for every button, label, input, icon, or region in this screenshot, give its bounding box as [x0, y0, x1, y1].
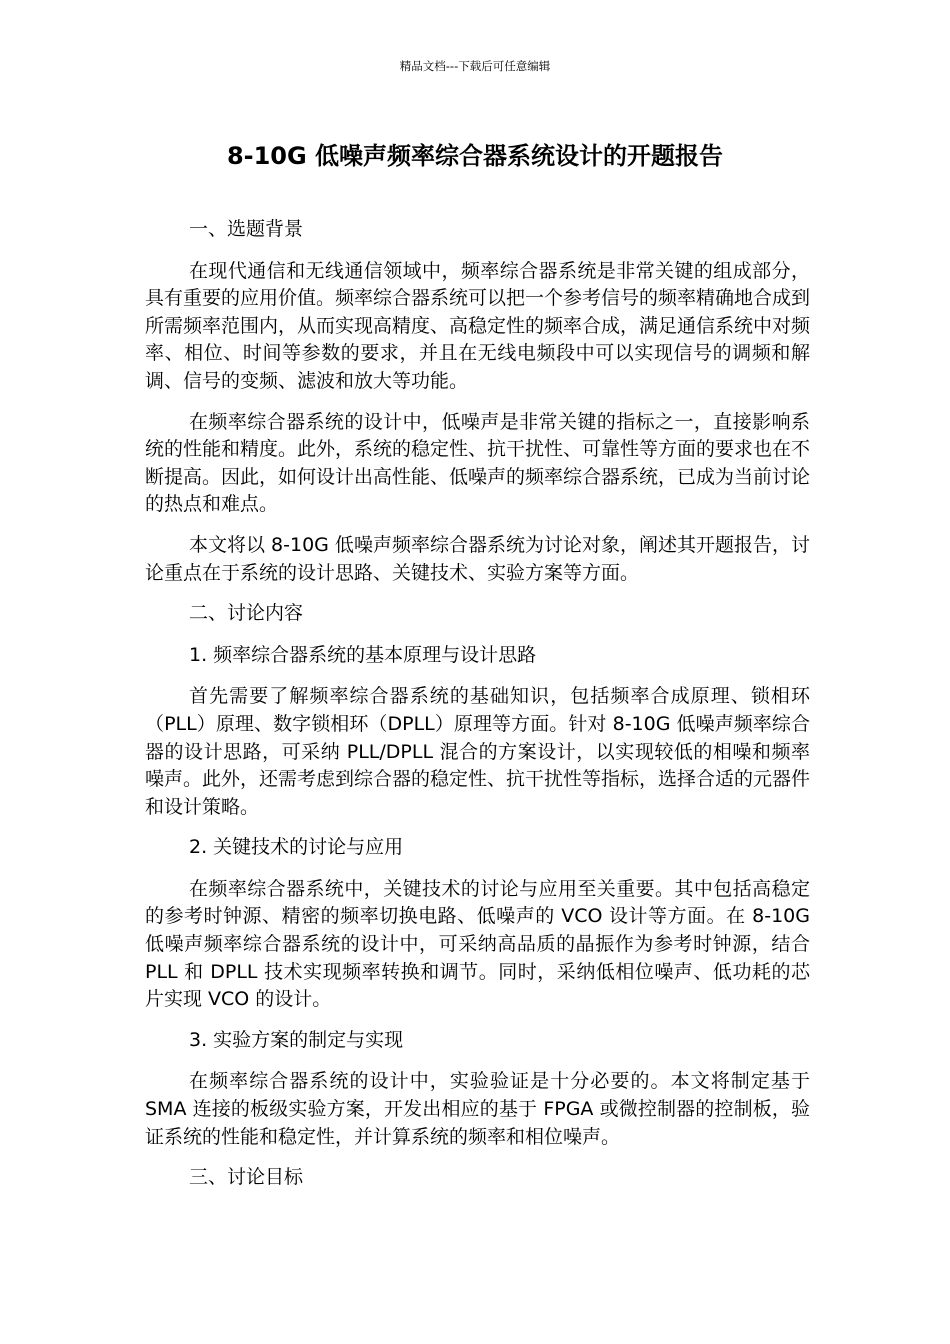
header-note: 精品文档---下载后可任意编辑: [399, 59, 551, 73]
paragraph-principle: 首先需要了解频率综合器系统的基础知识，包括频率合成原理、锁相环（PLL）原理、数字锁相环（DPLL）原理等方面。针对 8-10G 低噪声频率综合器的设计思路，可采纳 PLL/DPLL 混合的方案设计，以实现较低的相噪和频率噪声。此外，还需考虑到综合器的稳定性、抗干扰性等指标，选择合适的元器件和设计策略。: [145, 685, 811, 818]
subsection-heading-experiment: 3. 实验方案的制定与实现: [189, 1028, 404, 1051]
paragraph-background-1: 在现代通信和无线通信领域中，频率综合器系统是非常关键的组成部分，具有重要的应用价值。频率综合器系统可以把一个参考信号的频率精确地合成到所需频率范围内，从而实现高精度、高稳定性的频率合成，满足通信系统中对频率、相位、时间等参数的要求，并且在无线电频段中可以实现信号的调频和解调、信号的变频、滤波和放大等功能。: [145, 259, 811, 392]
paragraph-experiment: 在频率综合器系统的设计中，实验验证是十分必要的。本文将制定基于 SMA 连接的板级实验方案，开发出相应的基于 FPGA 或微控制器的控制板，验证系统的性能和稳定性，并计算系统的频率和相位噪声。: [145, 1070, 810, 1148]
section-heading-background: 一、选题背景: [189, 218, 304, 240]
subsection-heading-principle: 1. 频率综合器系统的基本原理与设计思路: [189, 643, 537, 666]
paragraph-background-3: 本文将以 8-10G 低噪声频率综合器系统为讨论对象，阐述其开题报告，讨论重点在于系统的设计思路、关键技术、实验方案等方面。: [145, 533, 810, 584]
section-heading-content: 二、讨论内容: [189, 602, 304, 625]
paragraph-background-2: 在频率综合器系统的设计中，低噪声是非常关键的指标之一，直接影响系统的性能和精度。此外，系统的稳定性、抗干扰性、可靠性等方面的要求也在不断提高。因此，如何设计出高性能、低噪声的频率综合器系统，已成为当前讨论的热点和难点。: [145, 410, 811, 516]
subsection-heading-key-tech: 2. 关键技术的讨论与应用: [189, 836, 404, 859]
document-title: 8-10G 低噪声频率综合器系统设计的开题报告: [226, 142, 724, 170]
paragraph-key-tech: 在频率综合器系统中，关键技术的讨论与应用至关重要。其中包括高稳定的参考时钟源、精密的频率切换电路、低噪声的 VCO 设计等方面。在 8-10G 低噪声频率综合器系统的设计中，可采纳高品质的晶振作为参考时钟源，结合 PLL 和 DPLL 技术实现频率转换和调节。同时，采纳低相位噪声、低功耗的芯片实现 VCO 的设计。: [145, 877, 810, 1011]
section-heading-goals: 三、讨论目标: [189, 1166, 304, 1189]
document-body: [145, 216, 810, 1206]
